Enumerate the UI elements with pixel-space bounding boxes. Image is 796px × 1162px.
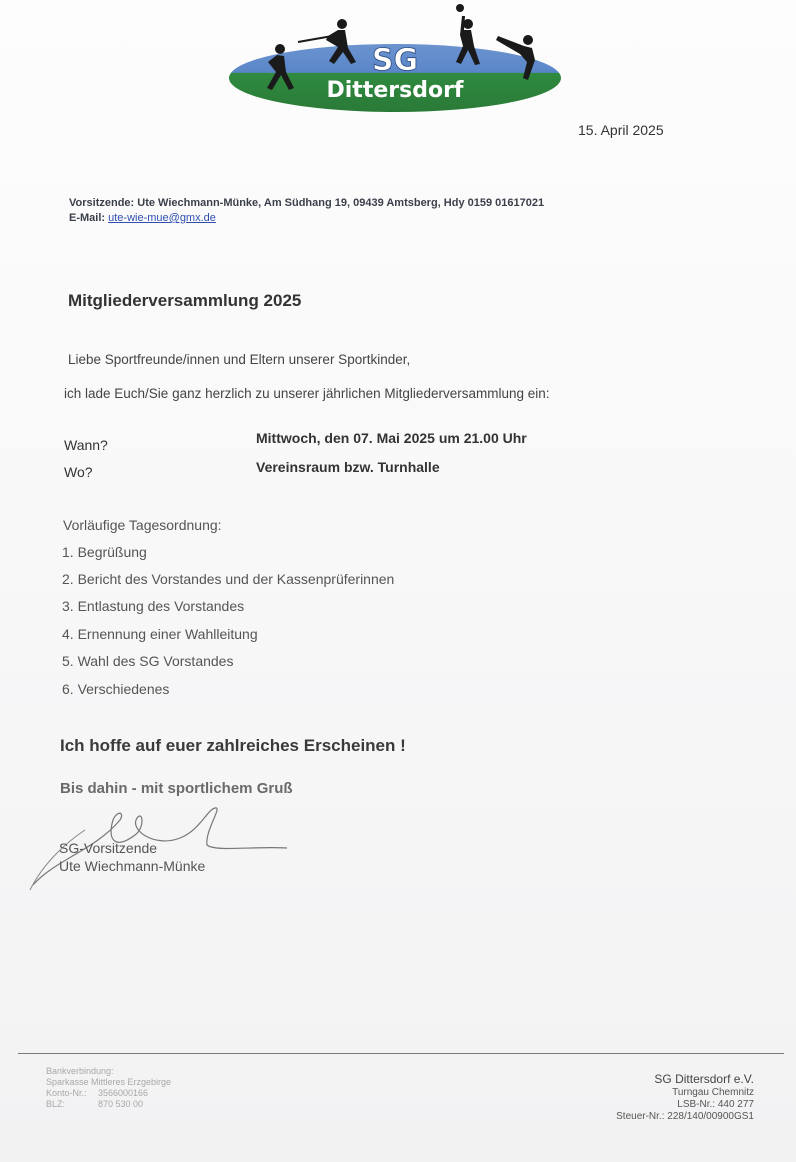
bank-heading: Bankverbindung: xyxy=(46,1066,114,1076)
org-turngau: Turngau Chemnitz xyxy=(672,1087,754,1098)
letter-title: Mitgliederversammlung 2025 xyxy=(68,291,302,310)
signature-role: SG-Vorsitzende xyxy=(59,840,158,856)
agenda-item: 6. Verschiedenes xyxy=(62,681,170,697)
org-details xyxy=(616,1072,754,1123)
konto-label: Konto-Nr.: xyxy=(46,1088,87,1098)
contact-block xyxy=(69,196,544,226)
bank-blz xyxy=(46,1099,171,1110)
bank-konto xyxy=(46,1088,171,1099)
closing-sentence: Ich hoffe auf euer zahlreiches Erscheinen ! xyxy=(60,736,406,755)
signature-name: Ute Wiechmann-Münke xyxy=(59,858,206,874)
email-label: E-Mail: xyxy=(69,212,109,224)
agenda-item: 5. Wahl des SG Vorstandes xyxy=(62,653,234,669)
footer-divider xyxy=(18,1053,784,1054)
where-value: Vereinsraum bzw. Turnhalle xyxy=(256,459,440,475)
bank-name: Sparkasse Mittleres Erzgebirge xyxy=(46,1077,172,1087)
contact-email-line xyxy=(69,211,544,226)
logo-text-sg: SG xyxy=(371,43,419,78)
org-steuer: Steuer-Nr.: 228/140/00900GS1 xyxy=(616,1111,754,1122)
agenda-item: 4. Ernennung einer Wahlleitung xyxy=(62,626,258,642)
when-label: Wann? xyxy=(64,437,108,453)
letter-date: 15. April 2025 xyxy=(578,122,664,138)
org-name: SG Dittersdorf e.V. xyxy=(654,1072,754,1086)
konto-value: 3566000166 xyxy=(98,1088,149,1098)
bank-details xyxy=(46,1066,171,1110)
where-label: Wo? xyxy=(64,464,93,480)
blz-label: BLZ: xyxy=(46,1099,66,1109)
agenda-item: 2. Bericht des Vorstandes und der Kassenprüferinnen xyxy=(62,571,395,587)
greeting: Bis dahin - mit sportlichem Gruß xyxy=(60,780,293,797)
sg-dittersdorf-logo xyxy=(228,2,562,114)
email-link[interactable]: ute-wie-mue@gmx.de xyxy=(108,212,216,224)
salutation: Liebe Sportfreunde/innen und Eltern unserer Sportkinder, xyxy=(68,352,411,367)
org-lsb: LSB-Nr.: 440 277 xyxy=(677,1099,754,1110)
when-value: Mittwoch, den 07. Mai 2025 um 21.00 Uhr xyxy=(256,430,527,446)
logo-text-dittersdorf: Dittersdorf xyxy=(326,78,464,103)
contact-address: Vorsitzende: Ute Wiechmann-Münke, Am Südhang 19, 09439 Amtsberg, Hdy 0159 01617021 xyxy=(69,197,545,209)
agenda-heading: Vorläufige Tagesordnung: xyxy=(63,517,222,533)
blz-value: 870 530 00 xyxy=(98,1099,144,1109)
agenda-item: 3. Entlastung des Vorstandes xyxy=(62,598,245,614)
intro-text: ich lade Euch/Sie ganz herzlich zu unserer jährlichen Mitgliederversammlung ein: xyxy=(64,386,550,401)
agenda-item: 1. Begrüßung xyxy=(62,544,147,560)
